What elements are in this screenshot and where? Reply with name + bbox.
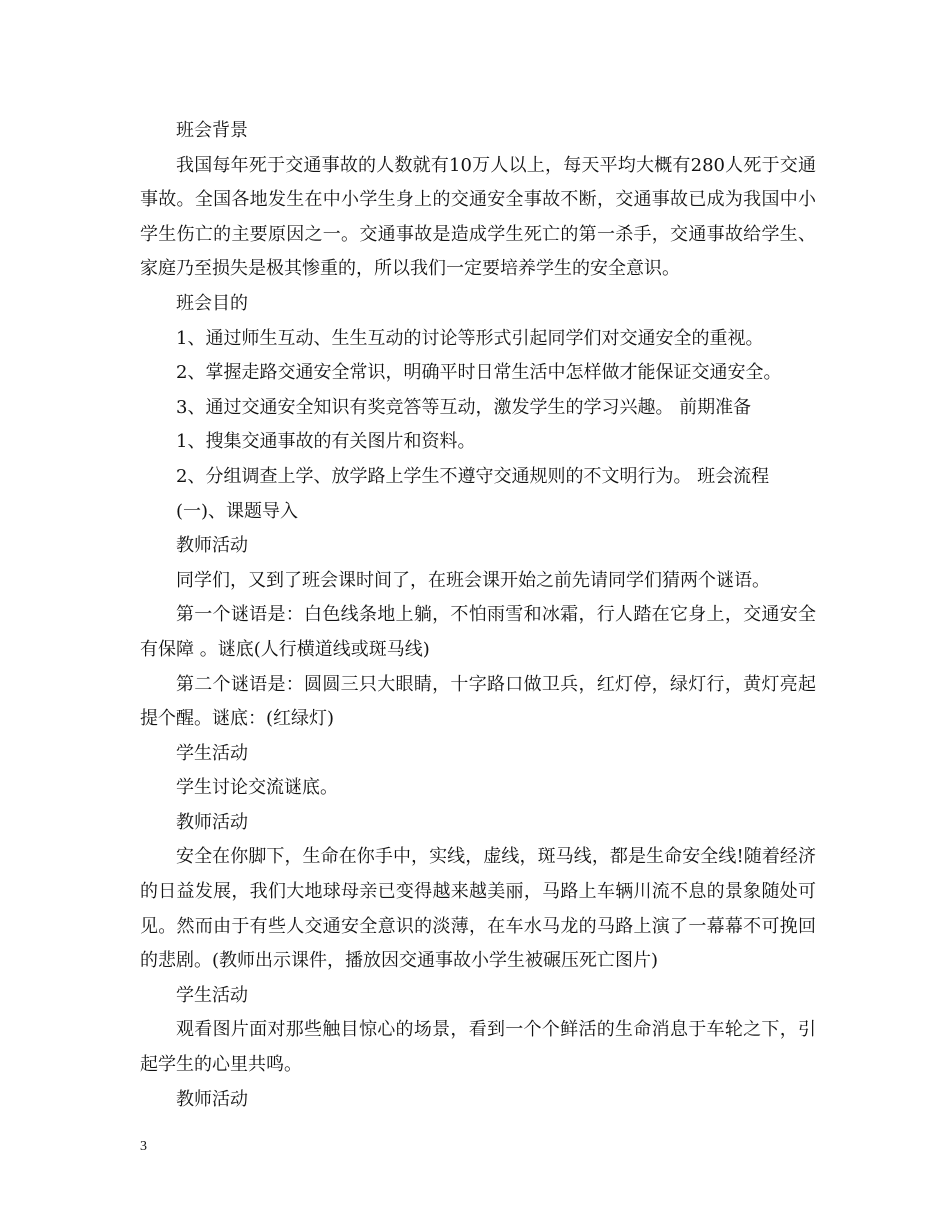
section-intro: (一)、课题导入 xyxy=(176,500,299,522)
student-activity-label: 学生活动 xyxy=(176,742,248,764)
paragraph-background: 我国每年死于交通事故的人数就有10万人以上，每天平均大概有280人死于交通事故。全国各地发生在中小学生身上的交通安全事故不断，交通事故已成为我国中小学生伤亡的主要原因之一。交通事故是造成学生死亡的第一杀手，交通事故给学生、家庭乃至损失是极其惨重的，所以我们一定要培养学生的安全意识。 xyxy=(140,154,816,280)
teacher-activity-label: 教师活动 xyxy=(176,811,248,833)
teacher-activity-label: 教师活动 xyxy=(176,535,248,557)
riddle-1: 第一个谜语是：白色线条地上躺，不怕雨雪和冰霜，行人踏在它身上，交通安全有保障 。谜底(人行横道线或斑马线) xyxy=(140,604,816,660)
student-activity-text: 学生讨论交流谜底。 xyxy=(176,777,338,799)
document-body xyxy=(140,114,816,1117)
student-activity-label: 学生活动 xyxy=(176,984,248,1006)
riddle-2: 第二个谜语是：圆圆三只大眼睛，十字路口做卫兵，红灯停，绿灯行，黄灯亮起提个醒。谜底：(红绿灯) xyxy=(140,673,816,730)
preparation-item-1: 1、搜集交通事故的有关图片和资料。 xyxy=(176,431,476,453)
heading-purpose: 班会目的 xyxy=(176,292,248,314)
purpose-item-2: 2、掌握走路交通安全常识，明确平时日常生活中怎样做才能保证交通安全。 xyxy=(176,362,782,384)
preparation-item-2: 2、分组调查上学、放学路上学生不遵守交通规则的不文明行为。 班会流程 xyxy=(176,465,770,487)
purpose-item-3: 3、通过交通安全知识有奖竞答等互动，激发学生的学习兴趣。 前期准备 xyxy=(176,396,752,418)
teacher-activity-text: 安全在你脚下，生命在你手中，实线，虚线，斑马线，都是生命安全线!随着经济的日益发展，我们大地球母亲已变得越来越美丽，马路上车辆川流不息的景象随处可见。然而由于有些人交通安全意识的淡薄，在车水马龙的马路上演了一幕幕不可挽回的悲剧。(教师出示课件，播放因交通事故小学生被碾压死亡图片) xyxy=(140,846,816,972)
heading-background: 班会背景 xyxy=(176,120,248,141)
teacher-activity-label: 教师活动 xyxy=(176,1088,248,1110)
page-number: 3 xyxy=(140,1139,147,1154)
student-activity-text: 观看图片面对那些触目惊心的场景，看到一个个鲜活的生命消息于车轮之下，引起学生的心里共鸣。 xyxy=(140,1019,816,1076)
purpose-item-1: 1、通过师生互动、生生互动的讨论等形式引起同学们对交通安全的重视。 xyxy=(176,327,764,349)
teacher-activity-text: 同学们，又到了班会课时间了，在班会课开始之前先请同学们猜两个谜语。 xyxy=(176,569,770,591)
